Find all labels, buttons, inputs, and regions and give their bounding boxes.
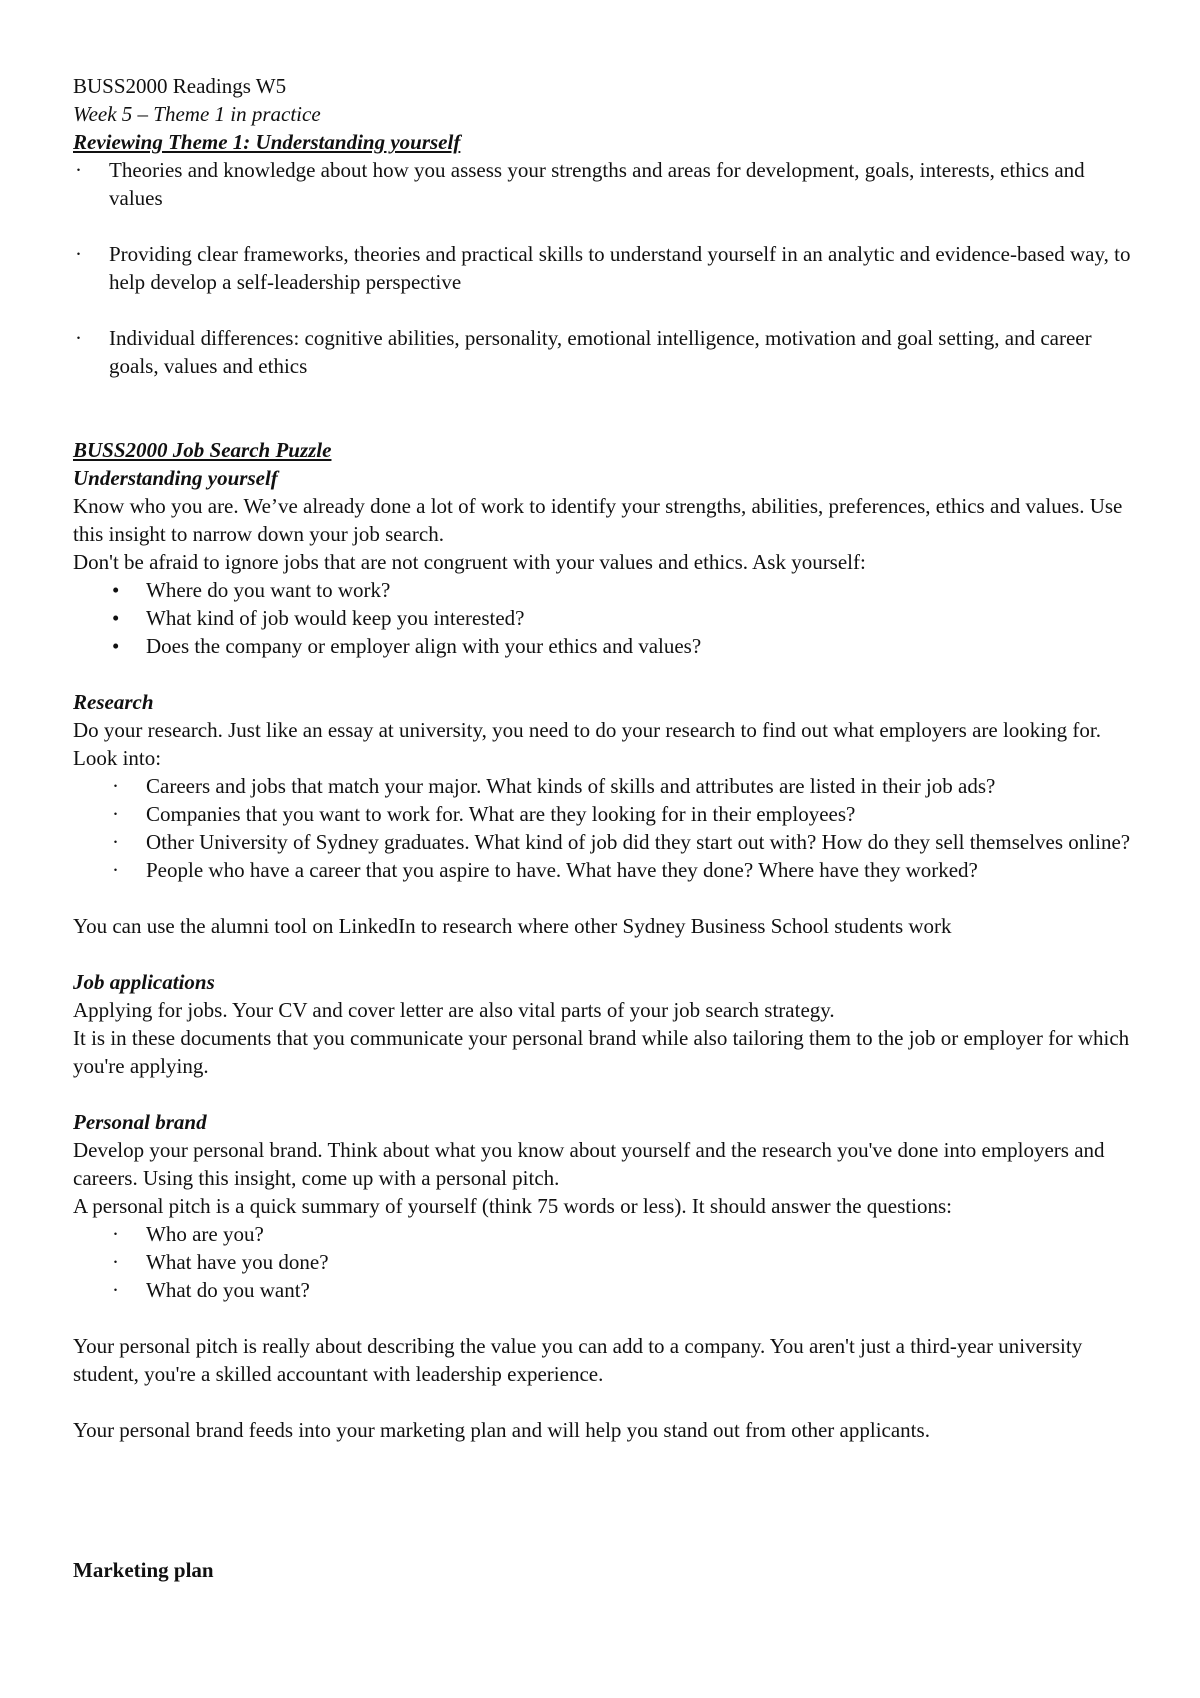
bullet-icon: · — [75, 242, 82, 266]
week-subtitle: Week 5 – Theme 1 in practice — [73, 102, 321, 126]
bullet-icon: · — [75, 326, 82, 350]
list-item-text: Companies that you want to work for. What are they looking for in their employees? — [146, 802, 856, 826]
doc-title: BUSS2000 Readings W5 — [73, 74, 287, 98]
list-item — [73, 1276, 1133, 1304]
document-page — [73, 72, 1133, 1584]
brand-bullet-list — [73, 1220, 1133, 1304]
list-item-text: What have you done? — [146, 1250, 329, 1274]
puzzle-title: BUSS2000 Job Search Puzzle — [73, 438, 332, 462]
list-item-text: Careers and jobs that match your major. What kinds of skills and attributes are listed in their job ads? — [146, 774, 996, 798]
list-item — [73, 1220, 1133, 1248]
understanding-paragraph-2: Don't be afraid to ignore jobs that are not congruent with your values and ethics. Ask yourself: — [73, 550, 866, 574]
understanding-paragraph-1: Know who you are. We’ve already done a lot of work to identify your strengths, abilities, preferences, ethics and values. Use this insight to narrow down your job search. — [73, 494, 1123, 546]
brand-heading: Personal brand — [73, 1110, 207, 1134]
list-item — [73, 156, 1133, 212]
research-paragraph-1: Do your research. Just like an essay at university, you need to do your research to find out what employers are looking for. Look into: — [73, 718, 1101, 770]
bullet-icon: • — [112, 606, 120, 630]
applications-paragraph-2: It is in these documents that you communicate your personal brand while also tailoring them to the job or employer for which you're applying. — [73, 1026, 1130, 1078]
brand-paragraph-2: A personal pitch is a quick summary of yourself (think 75 words or less). It should answer the questions: — [73, 1194, 952, 1218]
understanding-bullet-list — [73, 576, 1133, 660]
applications-paragraph-1: Applying for jobs. Your CV and cover letter are also vital parts of your job search strategy. — [73, 998, 835, 1022]
bullet-icon: · — [112, 802, 119, 826]
theme-bullet-list — [73, 156, 1133, 380]
bullet-icon: • — [112, 634, 120, 658]
list-item-text: Individual differences: cognitive abilities, personality, emotional intelligence, motivation and goal setting, and career goals, values and ethics — [109, 326, 1092, 378]
list-item — [73, 604, 1133, 632]
research-bullet-list — [73, 772, 1133, 884]
list-item — [73, 856, 1133, 884]
bullet-icon: · — [112, 858, 119, 882]
understanding-heading: Understanding yourself — [73, 466, 278, 490]
applications-heading: Job applications — [73, 970, 215, 994]
bullet-icon: · — [112, 774, 119, 798]
list-item — [73, 632, 1133, 660]
list-item — [73, 576, 1133, 604]
list-item-text: What do you want? — [146, 1278, 310, 1302]
brand-paragraph-1: Develop your personal brand. Think about what you know about yourself and the research you've done into employers and careers. Using this insight, come up with a personal pitch. — [73, 1138, 1105, 1190]
bullet-icon: · — [112, 1222, 119, 1246]
list-item — [73, 240, 1133, 296]
list-item — [73, 800, 1133, 828]
list-item-text: Other University of Sydney graduates. What kind of job did they start out with? How do they sell themselves online? — [146, 830, 1131, 854]
brand-paragraph-4: Your personal brand feeds into your marketing plan and will help you stand out from other applicants. — [73, 1418, 930, 1442]
bullet-icon: · — [112, 1278, 119, 1302]
list-item — [73, 772, 1133, 800]
list-item-text: Theories and knowledge about how you assess your strengths and areas for development, goals, interests, ethics and values — [109, 158, 1085, 210]
theme-heading: Reviewing Theme 1: Understanding yourself — [73, 130, 461, 154]
marketing-heading: Marketing plan — [73, 1558, 214, 1582]
list-item — [73, 324, 1133, 380]
list-item-text: Who are you? — [146, 1222, 264, 1246]
bullet-icon: · — [112, 1250, 119, 1274]
list-item — [73, 1248, 1133, 1276]
list-item-text: Where do you want to work? — [146, 578, 391, 602]
list-item-text: Providing clear frameworks, theories and practical skills to understand yourself in an analytic and evidence-based way, to help develop a self-leadership perspective — [109, 242, 1131, 294]
list-item-text: People who have a career that you aspire to have. What have they done? Where have they worked? — [146, 858, 978, 882]
bullet-icon: · — [75, 158, 82, 182]
bullet-icon: • — [112, 578, 120, 602]
list-item-text: Does the company or employer align with your ethics and values? — [146, 634, 702, 658]
list-item — [73, 828, 1133, 856]
brand-paragraph-3: Your personal pitch is really about describing the value you can add to a company. You aren't just a third-year university student, you're a skilled accountant with leadership experience. — [73, 1334, 1083, 1386]
research-heading: Research — [73, 690, 154, 714]
research-paragraph-2: You can use the alumni tool on LinkedIn to research where other Sydney Business School students work — [73, 914, 952, 938]
bullet-icon: · — [112, 830, 119, 854]
list-item-text: What kind of job would keep you interested? — [146, 606, 525, 630]
